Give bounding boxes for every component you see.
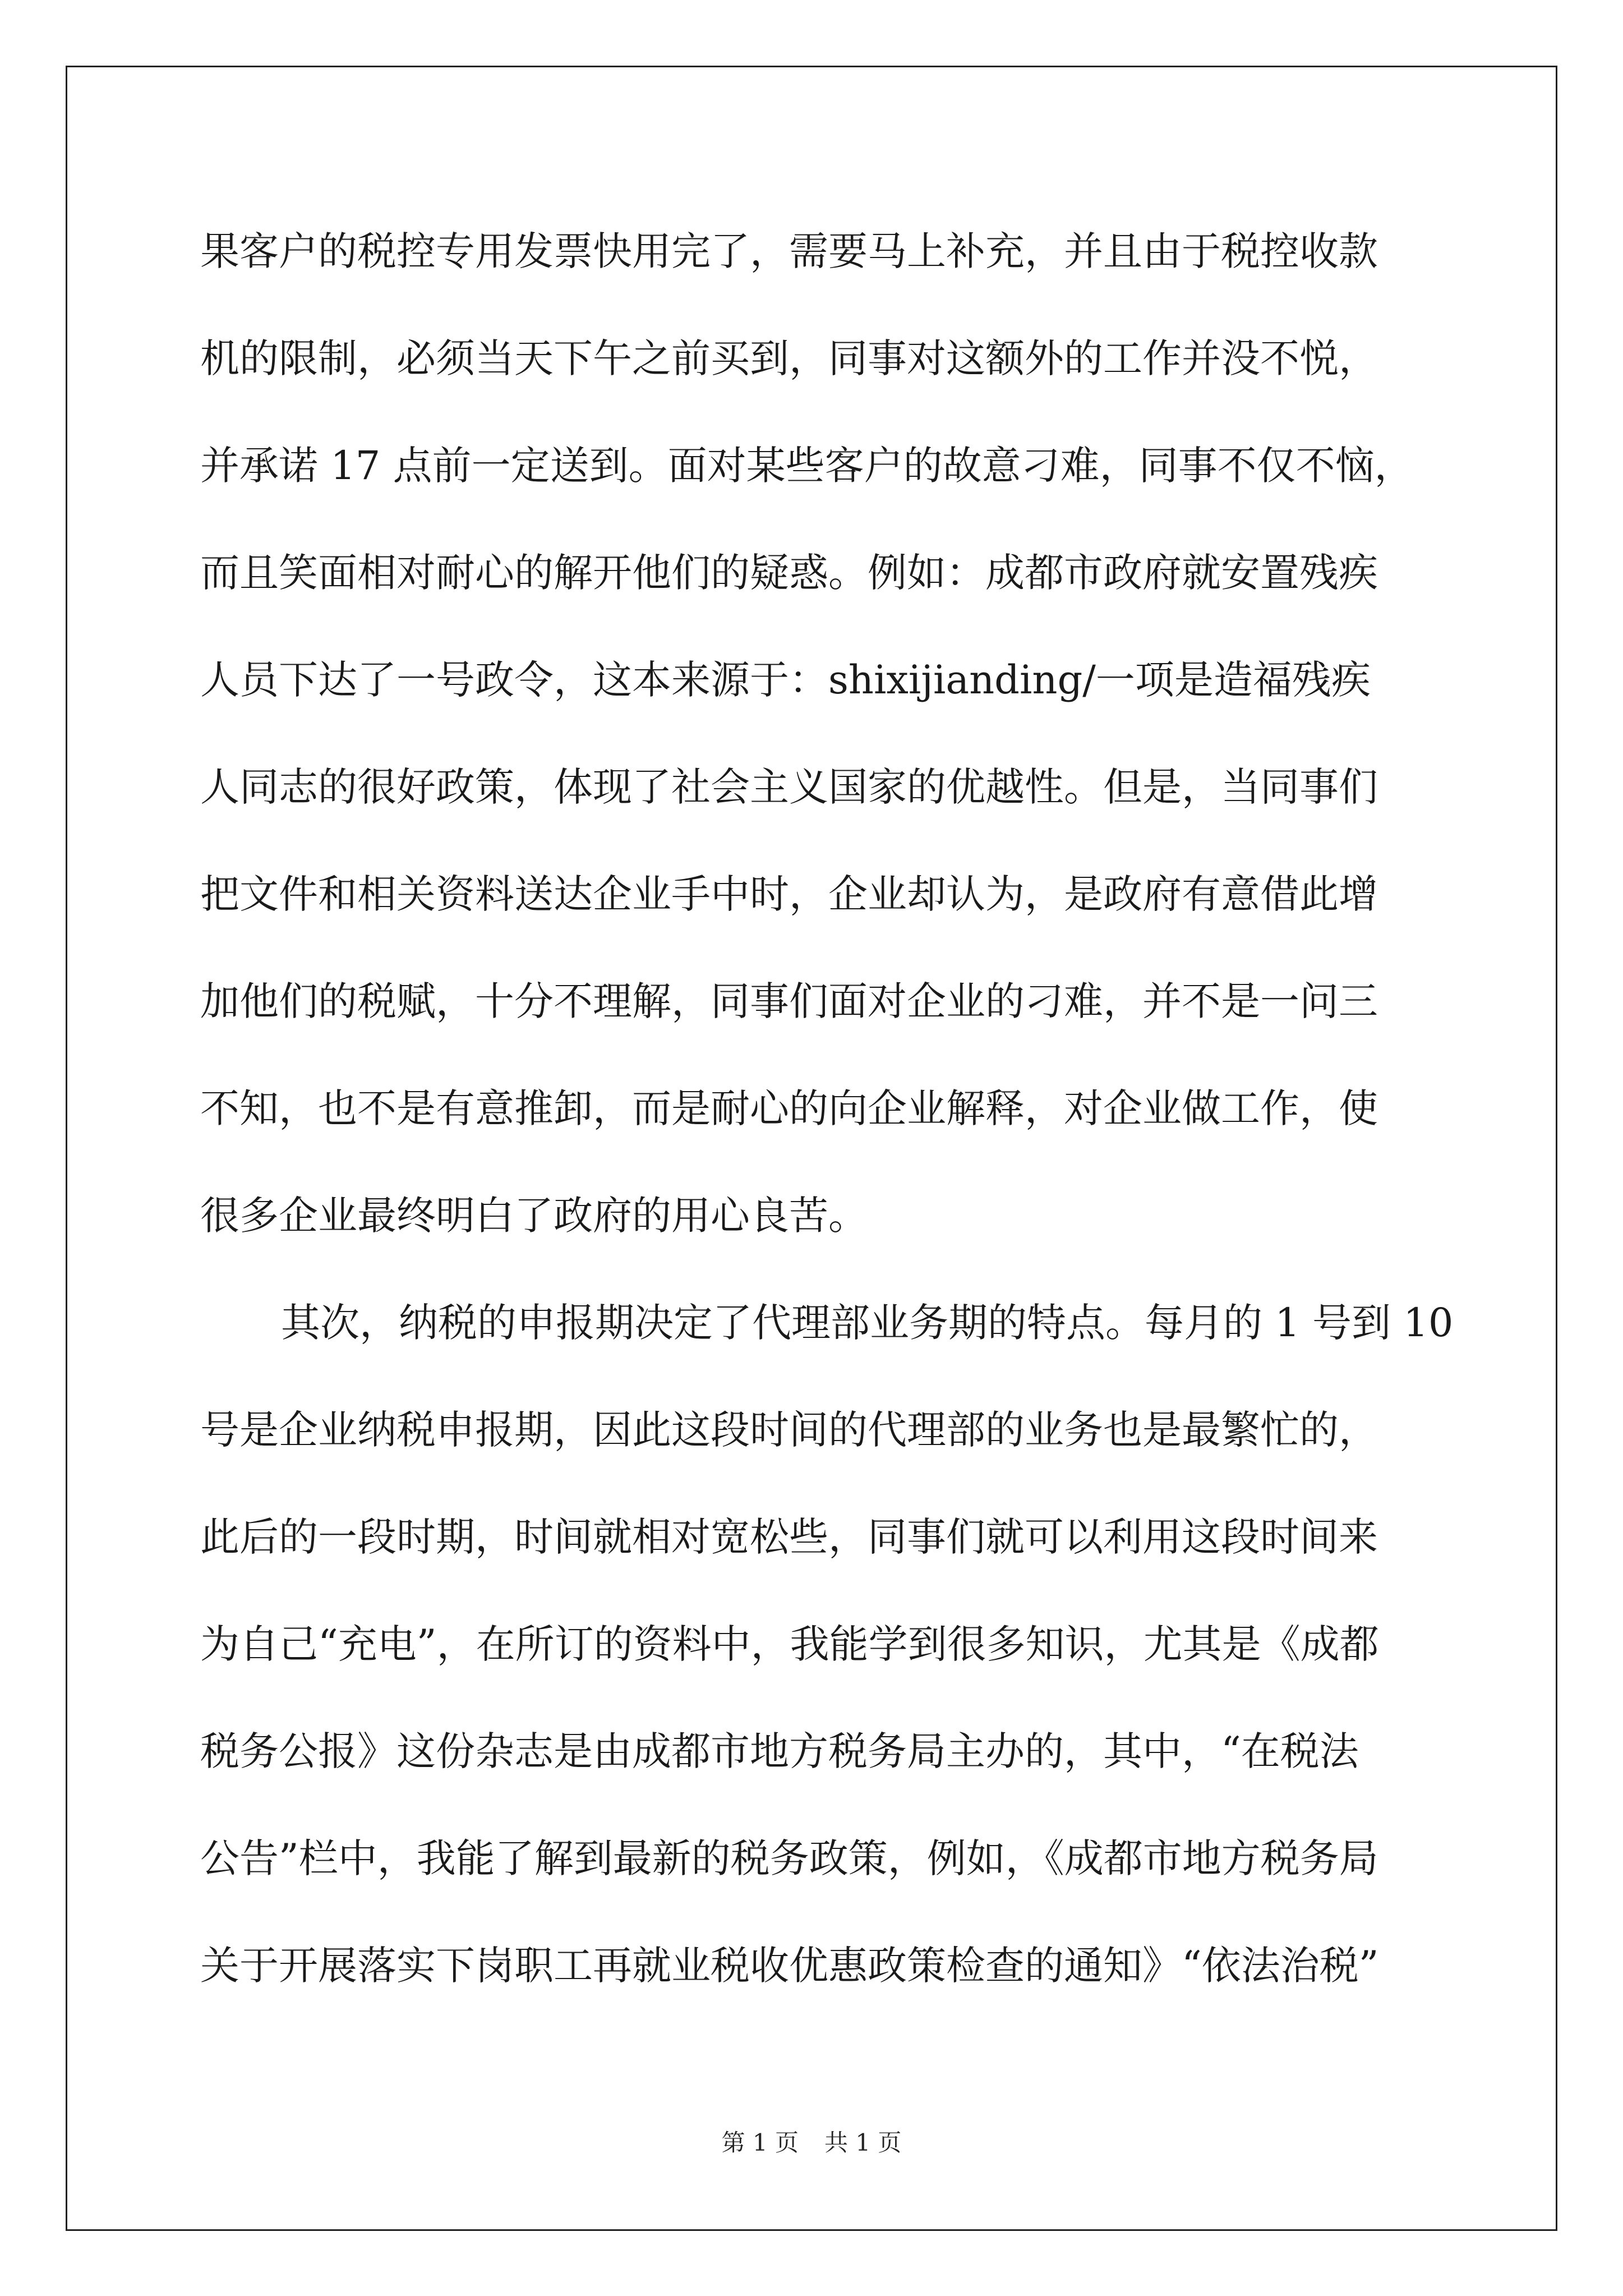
text-line: 很多企业最终明白了政府的用心良苦。 — [200, 1193, 868, 1239]
text-line: 人同志的很好政策，体现了社会主义国家的优越性。但是，当同事们 — [200, 764, 1378, 810]
text-line: 不知，也不是有意推卸，而是耐心的向企业解释，对企业做工作，使 — [200, 1085, 1378, 1131]
text-line: 把文件和相关资料送达企业手中时，企业却认为，是政府有意借此增 — [200, 871, 1378, 917]
text-line: 关于开展落实下岗职工再就业税收优惠政策检查的通知》“依法治税” — [200, 1943, 1379, 1989]
text-line: 号是企业纳税申报期，因此这段时间的代理部的业务也是最繁忙的， — [200, 1407, 1378, 1453]
document-body — [200, 218, 1454, 2039]
text-line: 税务公报》这份杂志是由成都市地方税务局主办的，其中，“在税法 — [200, 1728, 1359, 1774]
paragraph-first-line: 其次，纳税的申报期决定了代理部业务期的特点。每月的 1 号到 10 — [281, 1300, 1454, 1346]
page-total: 共 1 页 — [824, 2129, 902, 2156]
text-line: 而且笑面相对耐心的解开他们的疑惑。例如：成都市政府就安置残疾 — [200, 550, 1378, 596]
text-line: 人员下达了一号政令，这本来源于：shixijianding/一项是造福残疾 — [200, 657, 1371, 703]
text-line: 公告”栏中，我能了解到最新的税务政策，例如，《成都市地方税务局 — [200, 1835, 1378, 1881]
text-line: 果客户的税控专用发票快用完了，需要马上补充，并且由于税控收款 — [200, 228, 1378, 274]
text-line: 加他们的税赋，十分不理解，同事们面对企业的刁难，并不是一问三 — [200, 978, 1378, 1024]
text-line: 机的限制，必须当天下午之前买到，同事对这额外的工作并没不悦， — [200, 335, 1378, 381]
page-footer — [0, 2126, 1623, 2160]
text-line: 为自己“充电”，在所订的资料中，我能学到很多知识，尤其是《成都 — [200, 1621, 1379, 1667]
text-line: 并承诺 17 点前一定送到。面对某些客户的故意刁难，同事不仅不恼， — [200, 443, 1414, 489]
page-number: 第 1 页 — [721, 2129, 799, 2156]
text-line: 此后的一段时期，时间就相对宽松些，同事们就可以利用这段时间来 — [200, 1514, 1378, 1560]
